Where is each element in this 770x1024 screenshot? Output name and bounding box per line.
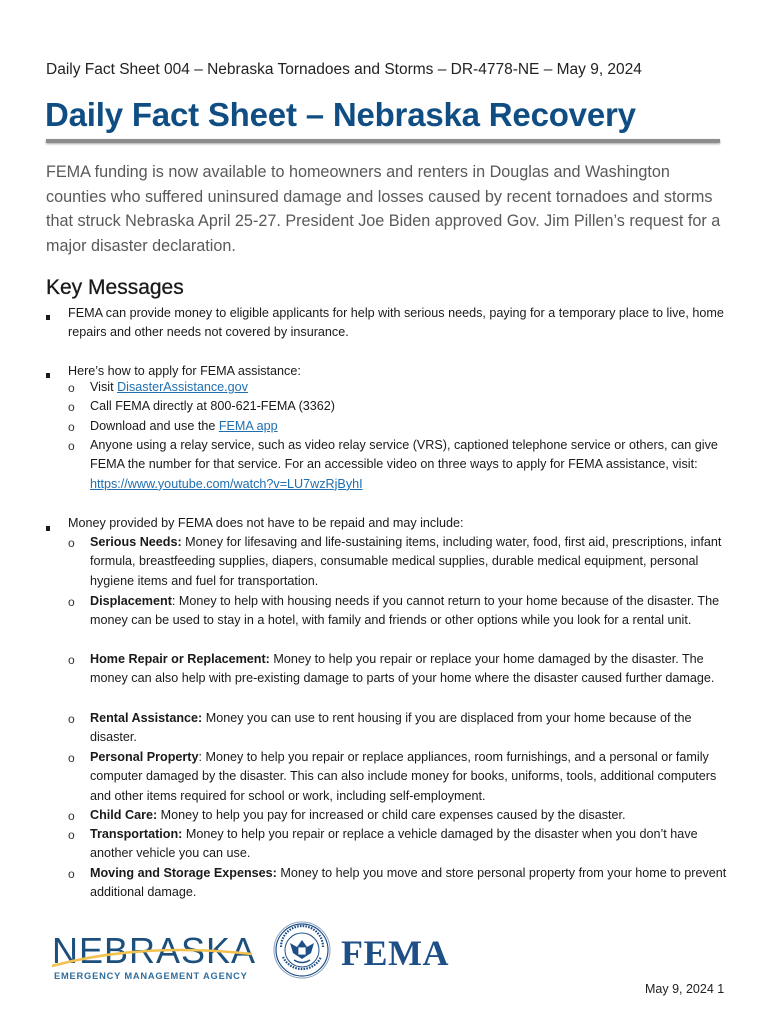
sub-list-item (90, 436, 728, 494)
sub-item-text: : Money to help with housing needs if you cannot return to your home because of the disaster. The money can be used to stay in a hotel, with family and friends or other options while you look for a rental unit. (90, 594, 720, 628)
sub-item-label: Home Repair or Replacement: (90, 652, 270, 666)
page-footer: May 9, 2024 1 (645, 982, 725, 996)
sub-bullet-marker: o (68, 751, 75, 765)
list-item: Money provided by FEMA does not have to be repaid and may include: (68, 516, 464, 530)
sub-item-prefix: Visit (90, 380, 118, 394)
sub-bullet-marker: o (68, 439, 75, 453)
dhs-seal-icon (273, 921, 331, 979)
sub-bullet-marker: o (68, 420, 75, 434)
sub-bullet-marker: o (68, 653, 75, 667)
sub-list-item (90, 417, 728, 436)
sub-item-label: Transportation: (90, 827, 183, 841)
document-header-line: Daily Fact Sheet 004 – Nebraska Tornadoes and Storms – DR-4778-NE – May 9, 2024 (46, 61, 642, 78)
sub-list-item (90, 864, 728, 903)
bullet-marker (46, 308, 50, 327)
sub-list-item (90, 378, 728, 397)
sub-bullet-marker: o (68, 595, 75, 609)
sub-item-text: Anyone using a relay service, such as video relay service (VRS), captioned telephone service or others, can give FEMA the number for that service. For an accessible video on three ways to apply for FEMA assistance, visit: (90, 438, 718, 472)
sub-item-text: Money for lifesaving and life-sustaining items, including water, food, first aid, prescriptions, infant formula, breastfeeding supplies, diapers, consumable medical supplies, durable medical equipment, personal hygiene items and fuel for transportation. (90, 535, 722, 588)
sub-item-label: Rental Assistance: (90, 711, 203, 725)
title-divider (46, 139, 720, 143)
page-title: Daily Fact Sheet – Nebraska Recovery (45, 96, 636, 133)
sub-item-label: Displacement (90, 594, 172, 608)
sub-item-text: Money to help you move and store personal property from your home to prevent additional damage. (90, 866, 727, 900)
nebraska-ema-subtitle: EMERGENCY MANAGEMENT AGENCY (54, 971, 248, 981)
fema-wordmark: FEMA (341, 933, 449, 973)
sub-list-item (90, 825, 728, 864)
list-item: Here’s how to apply for FEMA assistance: (68, 364, 301, 378)
sub-bullet-marker: o (68, 809, 75, 823)
sub-list-item (90, 748, 728, 806)
sub-item-text: Money to help you pay for increased or child care expenses caused by the disaster. (157, 808, 626, 822)
sub-list-item (90, 533, 728, 591)
sub-item-text: : Money to help you repair or replace appliances, room furnishings, and a personal or family computer damaged by the disaster. This can also include money for books, uniforms, tools, additional computers and other items required for school or work, including self-employment. (90, 750, 717, 803)
section-heading-key-messages: Key Messages (46, 276, 184, 299)
nebraska-ema-logo (52, 930, 257, 986)
sub-item-text: Money to help you repair or replace your home damaged by the disaster. The money can also help with pre-existing damage to parts of your home where the disaster caused further damage. (90, 652, 715, 686)
nebraska-wordmark: NEBRASKA (52, 930, 257, 971)
sub-item-text: Money to help you repair or replace a vehicle damaged by the disaster when you don’t have another vehicle you can use. (90, 827, 698, 861)
sub-item-label: Personal Property (90, 750, 199, 764)
sub-bullet-marker: o (68, 536, 75, 550)
fema-app-link[interactable]: FEMA app (218, 419, 278, 433)
sub-list-item (90, 650, 728, 689)
list-item: FEMA can provide money to eligible applicants for help with serious needs, paying for a temporary place to live, home repairs and other needs not covered by insurance. (68, 306, 724, 340)
disasterassistance-link[interactable]: DisasterAssistance.gov (117, 380, 248, 394)
sub-bullet-marker: o (68, 381, 75, 395)
sub-bullet-marker: o (68, 828, 75, 842)
bullet-marker (46, 366, 50, 385)
sub-bullet-marker: o (68, 400, 75, 414)
bullet-marker (46, 519, 50, 538)
sub-item-text: Money you can use to rent housing if you are displaced from your home because of the disaster. (90, 711, 692, 745)
sub-bullet-marker: o (68, 867, 75, 881)
sub-list-item (90, 709, 728, 748)
youtube-video-link[interactable]: https://www.youtube.com/watch?v=LU7wzRjByhI (90, 476, 363, 491)
intro-paragraph: FEMA funding is now available to homeowners and renters in Douglas and Washington counties who suffered uninsured damage and losses caused by recent tornadoes and storms that struck Nebraska April 25-27. President Joe Biden approved Gov. Jim Pillen’s request for a major disaster declaration. (46, 163, 721, 256)
sub-item-label: Moving and Storage Expenses: (90, 866, 277, 880)
sub-item-label: Child Care: (90, 808, 158, 822)
sub-bullet-marker: o (68, 712, 75, 726)
sub-list-item (90, 592, 728, 631)
sub-list-item (90, 806, 728, 825)
sub-item-prefix: Download and use the (90, 419, 219, 433)
sub-item-label: Serious Needs: (90, 535, 182, 549)
nebraska-swoosh-icon (52, 940, 252, 970)
sub-list-item: Call FEMA directly at 800-621-FEMA (3362) (90, 399, 335, 413)
